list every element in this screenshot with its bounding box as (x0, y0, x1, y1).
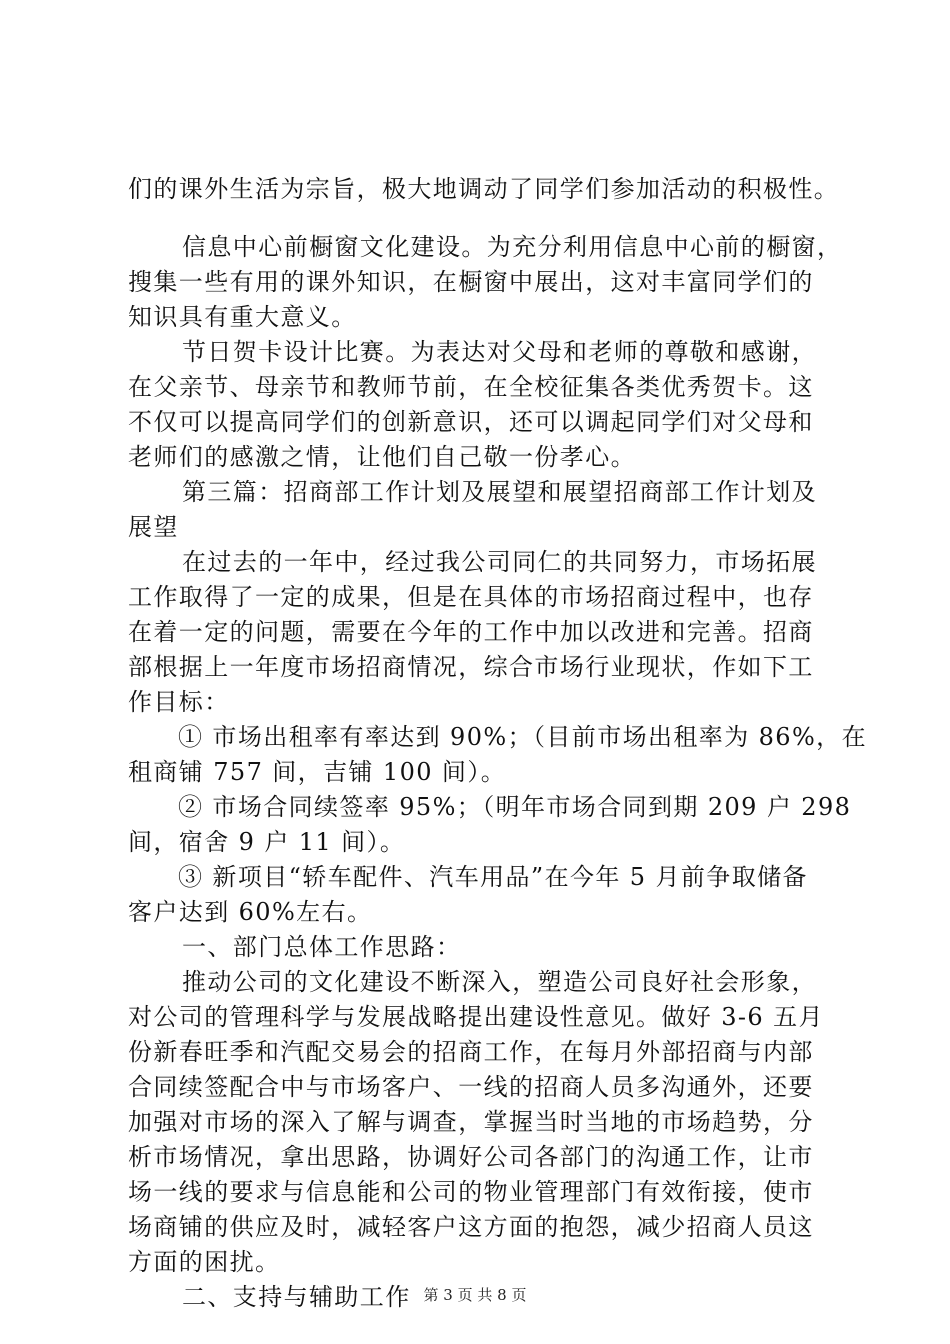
text-line: 析市场情况，拿出思路，协调好公司各部门的沟通工作，让市 (128, 1143, 814, 1171)
list-item: ② 市场合同续签率 95%；（明年市场合同到期 209 户 298 (178, 793, 852, 821)
text-line: 对公司的管理科学与发展战略提出建设性意见。做好 3-6 五月 (128, 1003, 824, 1031)
text-line: 节日贺卡设计比赛。为表达对父母和老师的尊敬和感谢， (182, 338, 817, 366)
text-line: 在过去的一年中，经过我公司同仁的共同努力，市场拓展 (182, 548, 817, 576)
section-heading: 第三篇：招商部工作计划及展望和展望招商部工作计划及 (182, 478, 817, 506)
text-line: 客户达到 60%左右。 (128, 898, 373, 926)
text-line: 场商铺的供应及时，减轻客户这方面的抱怨，减少招商人员这 (128, 1213, 814, 1241)
list-item: ③ 新项目“轿车配件、汽车用品”在今年 5 月前争取储备 (178, 863, 808, 891)
section-heading: 二、支持与辅助工作 (182, 1283, 411, 1311)
text-line: 老师们的感激之情，让他们自己敬一份孝心。 (128, 443, 636, 471)
text-line: 份新春旺季和汽配交易会的招商工作，在每月外部招商与内部 (128, 1038, 814, 1066)
text-line: 租商铺 757 间，吉铺 100 间）。 (128, 758, 507, 786)
section-heading: 一、部门总体工作思路： (182, 933, 462, 961)
page-footer: 第 3 页 共 8 页 (423, 1286, 527, 1304)
text-line: 搜集一些有用的课外知识，在橱窗中展出，这对丰富同学们的 (128, 268, 814, 296)
text-line: 部根据上一年度市场招商情况，综合市场行业现状，作如下工 (128, 653, 814, 681)
text-line: 在父亲节、母亲节和教师节前，在全校征集各类优秀贺卡。这 (128, 373, 814, 401)
text-line: 知识具有重大意义。 (128, 303, 357, 331)
text-line: 不仅可以提高同学们的创新意识，还可以调起同学们对父母和 (128, 408, 814, 436)
text-line: 作目标： (128, 688, 230, 716)
text-line: 工作取得了一定的成果，但是在具体的市场招商过程中，也存 (128, 583, 814, 611)
text-line: 间，宿舍 9 户 11 间）。 (128, 828, 406, 856)
section-heading: 展望 (128, 513, 179, 541)
list-item: ① 市场出租率有率达到 90%；（目前市场出租率为 86%，在 (178, 723, 867, 751)
text-line: 方面的困扰。 (128, 1248, 281, 1276)
text-line: 场一线的要求与信息能和公司的物业管理部门有效衔接，使市 (128, 1178, 814, 1206)
paragraph-gap (128, 207, 840, 230)
text-line: 信息中心前橱窗文化建设。为充分利用信息中心前的橱窗， (182, 233, 843, 261)
document-body (128, 172, 867, 1315)
text-line: 加强对市场的深入了解与调查，掌握当时当地的市场趋势，分 (128, 1108, 814, 1136)
text-line: 在着一定的问题，需要在今年的工作中加以改进和完善。招商 (128, 618, 814, 646)
text-line: 合同续签配合中与市场客户、一线的招商人员多沟通外，还要 (128, 1073, 814, 1101)
text-line: 推动公司的文化建设不断深入，塑造公司良好社会形象， (182, 968, 817, 996)
text-line: 们的课外生活为宗旨，极大地调动了同学们参加活动的积极性。 (128, 175, 840, 203)
